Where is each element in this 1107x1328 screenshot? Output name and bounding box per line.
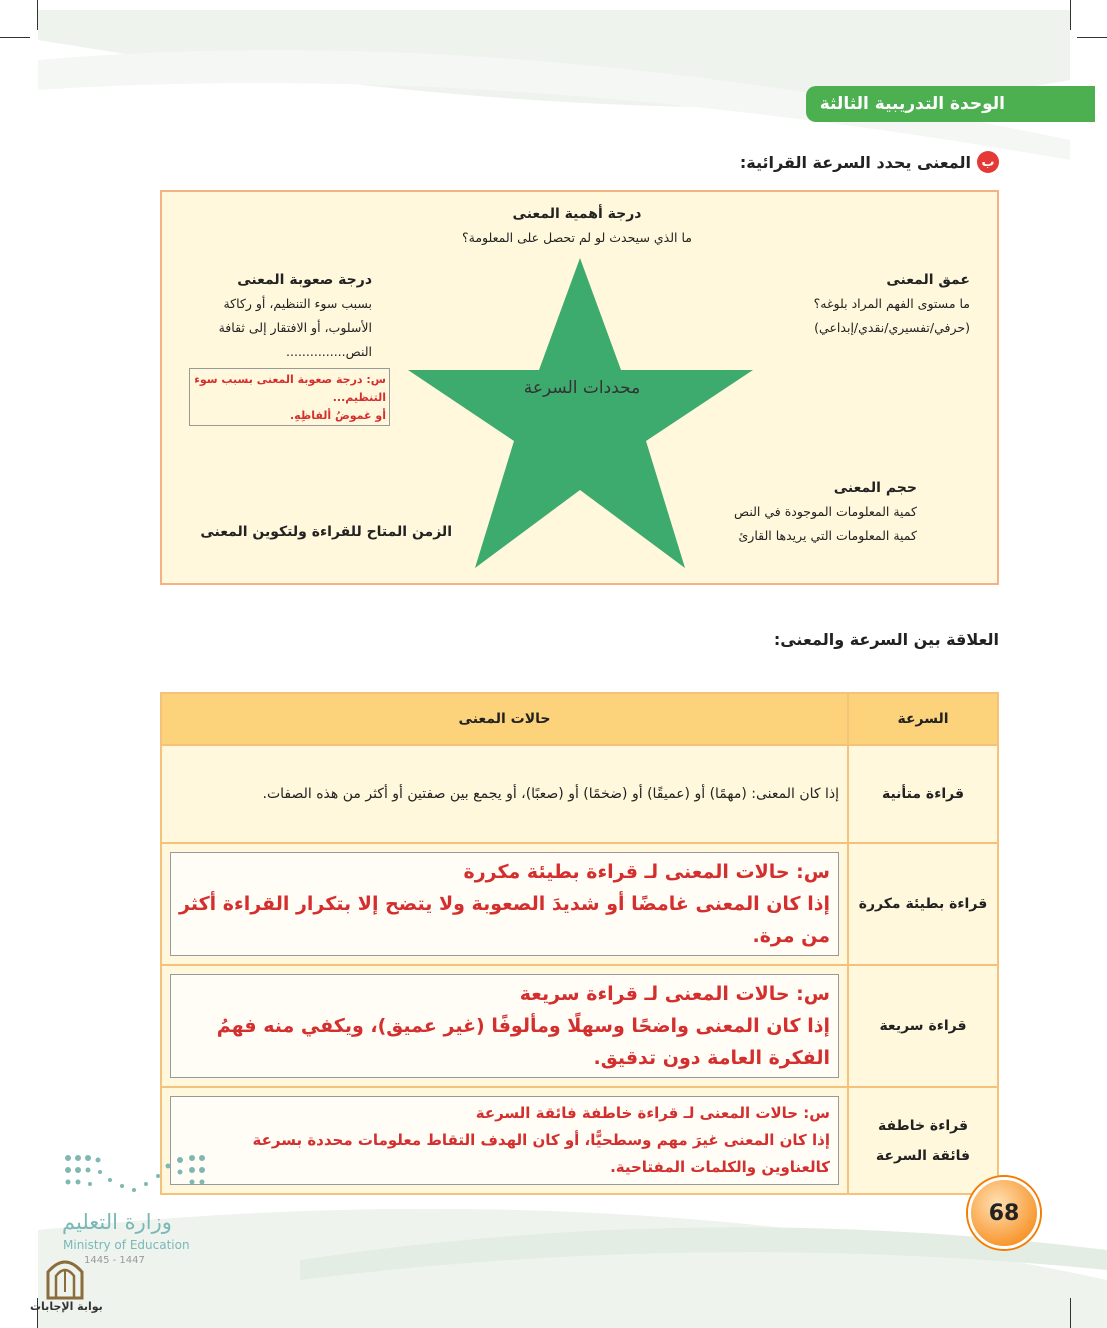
answer-question: س: حالات المعنى لـ قراءة خاطفة فائقة السرعة [475, 1104, 830, 1122]
difficulty-answer-box [189, 368, 390, 426]
depth-line: (حرفي/تفسيري/نقدي/إبداعي) [814, 320, 970, 335]
answer-text: إذا كان المعنى غيرَ مهم وسطحيًّا، أو كان الهدف التقاط معلومات محددة بسرعة كالعناوين والكلمات المفتاحية. [252, 1131, 830, 1176]
crop-mark [37, 0, 38, 30]
depth-title: عمق المعنى [886, 272, 970, 288]
section-b-title: المعنى يحدد السرعة القرائية: [739, 152, 971, 172]
depth-line: ما مستوى الفهم المراد بلوغه؟ [813, 296, 970, 311]
importance-block [432, 202, 722, 250]
speed-label-line: فائقة السرعة [875, 1147, 971, 1164]
unit-title-tab [806, 86, 1095, 122]
size-line: كمية المعلومات التي يريدها القارئ [738, 528, 917, 543]
unit-title: الوحدة التدريبية الثالثة [819, 94, 1005, 114]
answer-line: التنظيم... [332, 391, 386, 404]
table-row [161, 965, 998, 1087]
answer-question: س: حالات المعنى لـ قراءة بطيئة مكررة [463, 861, 830, 883]
answer-line: س: درجة صعوبة المعنى بسبب سوء [194, 373, 386, 386]
speed-label-line: قراءة خاطفة [877, 1117, 969, 1134]
speed-determinants-diagram [160, 190, 999, 585]
relation-heading: العلاقة بين السرعة والمعنى: [773, 630, 999, 649]
crop-mark [0, 37, 30, 38]
importance-line: ما الذي سيحدث لو لم تحصل على المعلومة؟ [461, 230, 693, 245]
crop-mark [1070, 0, 1071, 30]
section-bullet: ب [977, 151, 999, 173]
cases-cell [161, 843, 848, 965]
crop-mark [1077, 37, 1107, 38]
section-b-heading [740, 151, 999, 173]
speed-cell: قراءة سريعة [848, 965, 998, 1087]
cases-cell: إذا كان المعنى: (مهمًا) أو (عميقًا) أو (ضخمًا) أو (صعبًا)، أو يجمع بين صفتين أو أكثر من هذه الصفات. [161, 745, 848, 843]
ministry-years: 1445 - 1447 [84, 1255, 145, 1266]
ministry-name-ar: وزارة التعليم [62, 1210, 172, 1234]
answer-text: إذا كان المعنى واضحًا وسهلًا ومألوفًا (غير عميق)، ويكفي منه فهمُ الفكرة العامة دون تدقيق. [216, 1015, 830, 1069]
answer-box [170, 974, 839, 1078]
difficulty-title: درجة صعوبة المعنى [237, 272, 372, 288]
portal-logo-icon [44, 1256, 86, 1300]
time-title: الزمن المتاح للقراءة ولتكوين المعنى [200, 524, 452, 540]
header-speed: السرعة [848, 693, 998, 745]
page-number-badge [968, 1177, 1040, 1249]
speed-cell: قراءة متأنية [848, 745, 998, 843]
portal-name: بوابة الإجابات [30, 1300, 103, 1313]
difficulty-line: بسبب سوء التنظيم، أو ركاكة [223, 296, 372, 311]
table-row [161, 745, 998, 843]
answer-line: أو غموضُ ألفاظِهِ. [289, 409, 386, 422]
crop-mark [1070, 1298, 1071, 1328]
size-line: كمية المعلومات الموجودة في النص [734, 504, 917, 519]
answer-box [170, 1096, 839, 1185]
importance-title: درجة أهمية المعنى [512, 206, 642, 222]
cases-cell [161, 965, 848, 1087]
star-center-label: محددات السرعة [523, 378, 641, 398]
ministry-name-en: Ministry of Education [63, 1238, 190, 1252]
cases-cell [161, 1087, 848, 1194]
difficulty-line: الأسلوب، أو الافتقار إلى ثقافة [218, 320, 372, 335]
answer-text: إذا كان المعنى غامضًا أو شديدَ الصعوبة ولا يتضح إلا بتكرار القراءة أكثر من مرة. [179, 893, 830, 947]
ministry-dots-logo [60, 1150, 210, 1200]
speed-meaning-table [160, 692, 999, 1195]
answer-question: س: حالات المعنى لـ قراءة سريعة [519, 983, 830, 1005]
size-title: حجم المعنى [833, 480, 917, 496]
speed-cell [848, 1087, 998, 1194]
header-cases: حالات المعنى [161, 693, 848, 745]
answer-box [170, 852, 839, 956]
time-block [192, 520, 452, 544]
difficulty-line: النص............... [286, 344, 372, 359]
table-row [161, 843, 998, 965]
table-row [161, 1087, 998, 1194]
speed-cell: قراءة بطيئة مكررة [848, 843, 998, 965]
page-number: 68 [988, 1200, 1020, 1226]
size-block [692, 476, 917, 548]
depth-block [762, 268, 970, 340]
table-header-row [161, 693, 998, 745]
difficulty-block [182, 268, 372, 364]
